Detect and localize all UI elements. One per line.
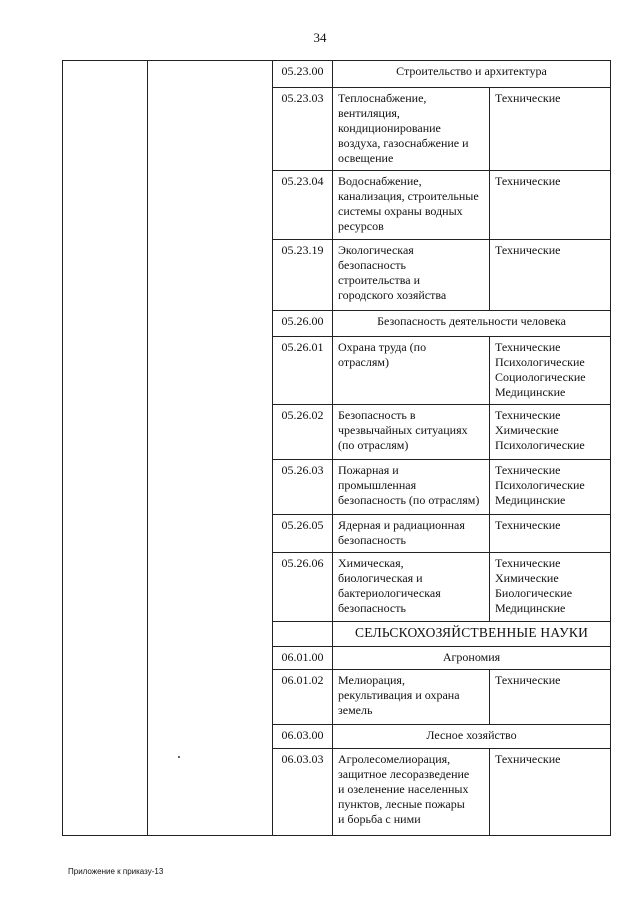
science-branch: Технические	[495, 752, 561, 766]
specialty-name-line: и борьба с ними	[338, 812, 421, 826]
table-row	[63, 61, 611, 88]
specialty-code: 05.26.00	[273, 311, 333, 337]
specialty-code: 06.03.00	[273, 725, 333, 749]
science-branch: Технические	[495, 408, 561, 422]
specialty-name-line: промышленная	[338, 478, 417, 492]
science-branch: Технические	[495, 673, 561, 687]
science-branch-heading: СЕЛЬСКОХОЗЯЙСТВЕННЫЕ НАУКИ	[333, 622, 611, 647]
speck	[178, 756, 180, 758]
specialty-name	[333, 515, 490, 553]
specialty-name-line: воздуха, газоснабжение и	[338, 136, 469, 150]
science-branches	[490, 749, 611, 836]
science-branches	[490, 240, 611, 311]
specialty-code: 06.01.02	[273, 670, 333, 725]
science-branch: Медицинские	[495, 601, 566, 615]
specialty-name-line: безопасность	[338, 533, 406, 547]
specialty-name-line: Мелиорация,	[338, 673, 405, 687]
specialty-name	[333, 460, 490, 515]
specialty-name-line: биологическая и	[338, 571, 423, 585]
specialty-code: 05.26.02	[273, 405, 333, 460]
specialty-name-line: Экологическая	[338, 243, 414, 257]
science-branches	[490, 171, 611, 240]
section-title: Лесное хозяйство	[333, 725, 611, 749]
science-branch: Психологические	[495, 355, 585, 369]
specialty-name-line: отраслям)	[338, 355, 389, 369]
science-branch: Технические	[495, 518, 561, 532]
blank-column-1	[63, 61, 148, 836]
specialty-name	[333, 240, 490, 311]
specialties-table	[62, 60, 611, 836]
science-branch: Технические	[495, 174, 561, 188]
specialty-name	[333, 337, 490, 405]
specialty-name-line: городского хозяйства	[338, 288, 447, 302]
specialty-name-line: кондиционирование	[338, 121, 441, 135]
specialty-name	[333, 553, 490, 622]
specialty-name-line: рекультивация и охрана	[338, 688, 460, 702]
specialty-name-line: Водоснабжение,	[338, 174, 422, 188]
science-branch: Биологические	[495, 586, 573, 600]
specialty-name-line: системы охраны водных	[338, 204, 463, 218]
blank-column-2	[148, 61, 273, 836]
specialty-name-line: ресурсов	[338, 219, 384, 233]
specialty-name-line: Охрана труда (по	[338, 340, 427, 354]
science-branch: Технические	[495, 340, 561, 354]
page-number: 34	[313, 30, 327, 45]
specialty-name-line: строительства и	[338, 273, 420, 287]
specialty-name-line: бактериологическая	[338, 586, 441, 600]
specialty-code: 05.26.06	[273, 553, 333, 622]
specialty-code: 05.26.01	[273, 337, 333, 405]
science-branch: Медицинские	[495, 493, 566, 507]
specialty-name-line: Пожарная и	[338, 463, 399, 477]
science-branch: Медицинские	[495, 385, 566, 399]
specialty-name	[333, 88, 490, 171]
specialty-code: 05.26.05	[273, 515, 333, 553]
specialty-code: 05.23.19	[273, 240, 333, 311]
science-branch: Технические	[495, 243, 561, 257]
specialty-name-line: Ядерная и радиационная	[338, 518, 465, 532]
section-title: Строительство и архитектура	[333, 61, 611, 88]
science-branch: Психологические	[495, 438, 585, 452]
specialty-name-line: Теплоснабжение,	[338, 91, 427, 105]
specialty-name-line: чрезвычайных ситуациях	[338, 423, 468, 437]
science-branches	[490, 460, 611, 515]
section-title: Агрономия	[333, 647, 611, 670]
science-branch: Технические	[495, 463, 561, 477]
science-branch: Психологические	[495, 478, 585, 492]
science-branches	[490, 670, 611, 725]
specialty-name-line: освещение	[338, 151, 394, 165]
specialty-name	[333, 171, 490, 240]
specialty-name-line: Химическая,	[338, 556, 404, 570]
section-title: Безопасность деятельности человека	[333, 311, 611, 337]
specialty-name-line: (по отраслям)	[338, 438, 409, 452]
specialty-code: 05.23.04	[273, 171, 333, 240]
specialty-name	[333, 749, 490, 836]
specialty-code: 06.03.03	[273, 749, 333, 836]
science-branch: Химические	[495, 571, 559, 585]
specialty-name-line: канализация, строительные	[338, 189, 479, 203]
science-branches	[490, 88, 611, 171]
specialty-name-line: Агролесомелиорация,	[338, 752, 451, 766]
science-branch: Химические	[495, 423, 559, 437]
specialty-code: 05.26.03	[273, 460, 333, 515]
specialty-code: 06.01.00	[273, 647, 333, 670]
specialty-name-line: пунктов, лесные пожары	[338, 797, 465, 811]
science-branch: Технические	[495, 91, 561, 105]
specialty-name-line: безопасность (по отраслям)	[338, 493, 480, 507]
science-branch: Технические	[495, 556, 561, 570]
specialty-name-line: безопасность	[338, 258, 406, 272]
specialty-name-line: земель	[338, 703, 373, 717]
specialty-name-line: вентиляция,	[338, 106, 400, 120]
specialty-code	[273, 622, 333, 647]
science-branches	[490, 553, 611, 622]
specialty-code: 05.23.00	[273, 61, 333, 88]
specialty-name-line: защитное лесоразведение	[338, 767, 470, 781]
footer-note: Приложение к приказу-13	[68, 867, 164, 876]
specialty-name	[333, 670, 490, 725]
science-branch: Социологические	[495, 370, 586, 384]
specialty-name-line: и озеленение населенных	[338, 782, 469, 796]
specialty-name-line: безопасность	[338, 601, 406, 615]
science-branches	[490, 405, 611, 460]
specialty-name	[333, 405, 490, 460]
science-branches	[490, 337, 611, 405]
science-branches	[490, 515, 611, 553]
specialty-code: 05.23.03	[273, 88, 333, 171]
specialty-name-line: Безопасность в	[338, 408, 416, 422]
